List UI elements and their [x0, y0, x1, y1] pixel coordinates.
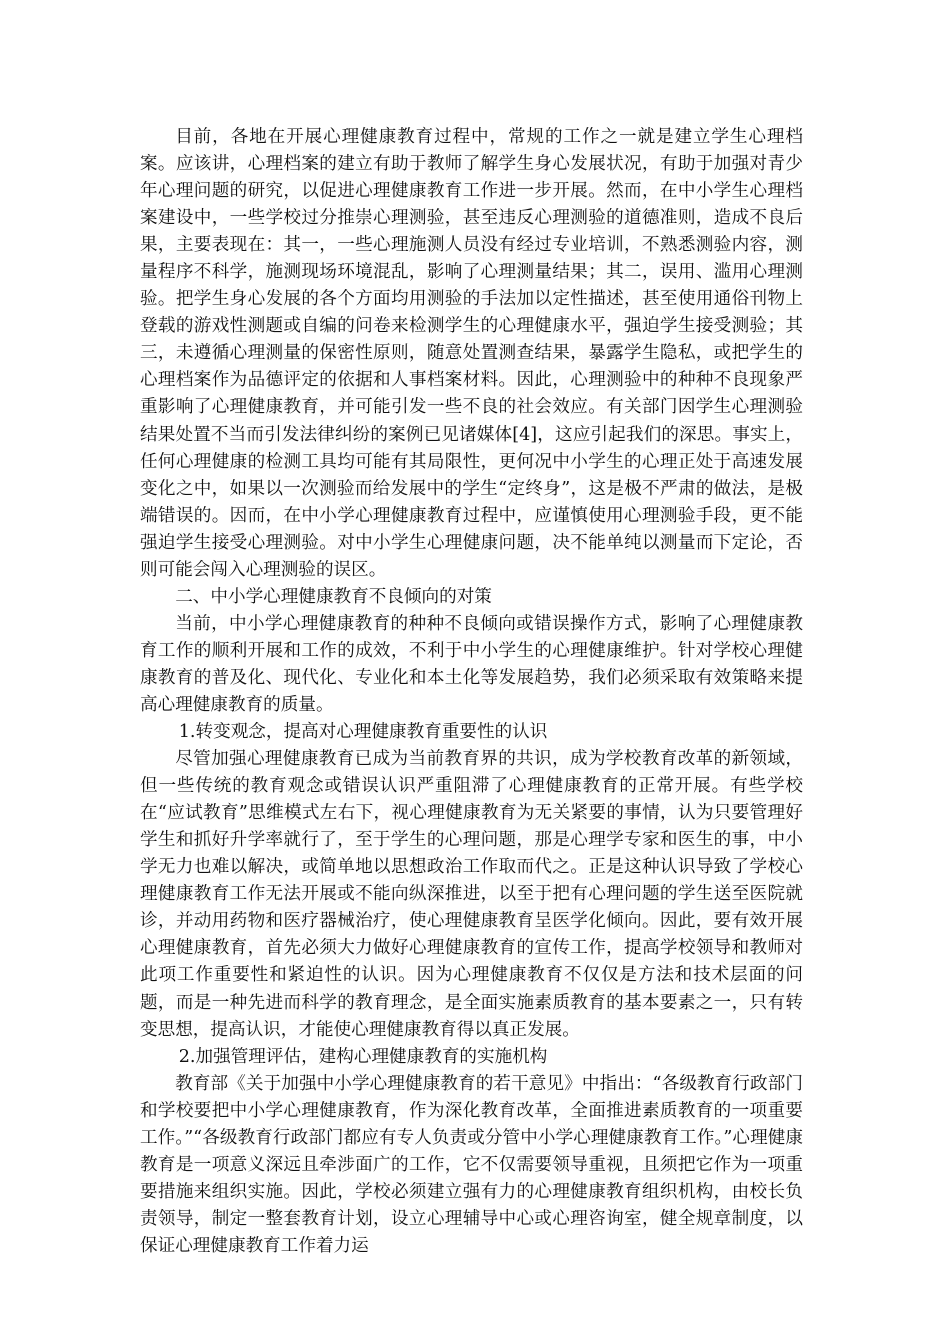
paragraph-management-evaluation: 教育部《关于加强中小学心理健康教育的若干意见》中指出：“各级教育行政部门和学校要把中小学心理健康教育，作为深化教育改革，全面推进素质教育的一项重要工作。”“各级教育行政部门都应有专人负责或分管中小学心理健康教育工作。”心理健康教育是一项意义深远且牵涉面广的工作，它不仅需要领导重视，且须把它作为一项重要措施来组织实施。因此，学校必须建立强有力的心理健康教育组织机构，由校长负责领导，制定一整套教育计划，设立心理辅导中心或心理咨询室，健全规章制度，以保证心理健康教育工作着力运	[140, 1073, 803, 1256]
paragraph-change-concepts: 尽管加强心理健康教育已成为当前教育界的共识，成为学校教育改革的新领域，但一些传统的教育观念或错误认识严重阻滞了心理健康教育的正常开展。有些学校在“应试教育”思维模式左右下，视心理健康教育为无关紧要的事情，认为只要管理好学生和抓好升学率就行了，至于学生的心理问题，那是心理学专家和医生的事，中小学无力也难以解决，或简单地以思想政治工作取而代之。正是这种认识导致了学校心理健康教育工作无法开展或不能向纵深推进，以至于把有心理问题的学生送至医院就诊，并动用药物和医疗器械治疗，使心理健康教育呈医学化倾向。因此，要有效开展心理健康教育，首先必须大力做好心理健康教育的宣传工作，提高学校领导和教师对此项工作重要性和紧迫性的认识。因为心理健康教育不仅仅是方法和技术层面的问题，而是一种先进而科学的教育理念，是全面实施素质教育的基本要素之一，只有转变思想，提高认识，才能使心理健康教育得以真正发展。	[140, 749, 803, 1040]
paragraph-current-situation: 当前，中小学心理健康教育的种种不良倾向或错误操作方式，影响了心理健康教育工作的顺利开展和工作的成效，不利于中小学生的心理健康维护。针对学校心理健康教育的普及化、现代化、专业化和本土化等发展趋势，我们必须采取有效策略来提高心理健康教育的质量。	[140, 613, 803, 715]
subheading-management-evaluation: 2.加强管理评估，建构心理健康教育的实施机构	[178, 1046, 548, 1067]
subheading-change-concepts: 1.转变观念，提高对心理健康教育重要性的认识	[178, 722, 548, 743]
document-page	[140, 124, 803, 1260]
paragraph-psych-records: 目前，各地在开展心理健康教育过程中，常规的工作之一就是建立学生心理档案。应该讲，心理档案的建立有助于教师了解学生身心发展状况，有助于加强对青少年心理问题的研究，以促进心理健康教育工作进一步开展。然而，在中小学生心理档案建设中，一些学校过分推崇心理测验，甚至违反心理测验的道德准则，造成不良后果，主要表现在：其一，一些心理施测人员没有经过专业培训，不熟悉测验内容，测量程序不科学，施测现场环境混乱，影响了心理测量结果；其二，误用、滥用心理测验。把学生身心发展的各个方面均用测验的手法加以定性描述，甚至使用通俗刊物上登载的游戏性测题或自编的问卷来检测学生的心理健康水平，强迫学生接受测验；其三，未遵循心理测量的保密性原则，随意处置测查结果，暴露学生隐私，或把学生的心理档案作为品德评定的依据和人事档案材料。因此，心理测验中的种种不良现象严重影响了心理健康教育，并可能引发一些不良的社会效应。有关部门因学生心理测验结果处置不当而引发法律纠纷的案例已见诸媒体[4]，这应引起我们的深思。事实上，任何心理健康的检测工具均可能有其局限性，更何况中小学生的心理正处于高速发展变化之中，如果以一次测验而给发展中的学生“定终身”，这是极不严肃的做法，是极端错误的。因而，在中小学心理健康教育过程中，应谨慎使用心理测验手段，更不能强迫学生接受心理测验。对中小学生心理健康问题，决不能单纯以测量而下定论，否则可能会闯入心理测验的误区。	[140, 127, 803, 580]
section-heading-countermeasures: 二、中小学心理健康教育不良倾向的对策	[175, 586, 492, 607]
